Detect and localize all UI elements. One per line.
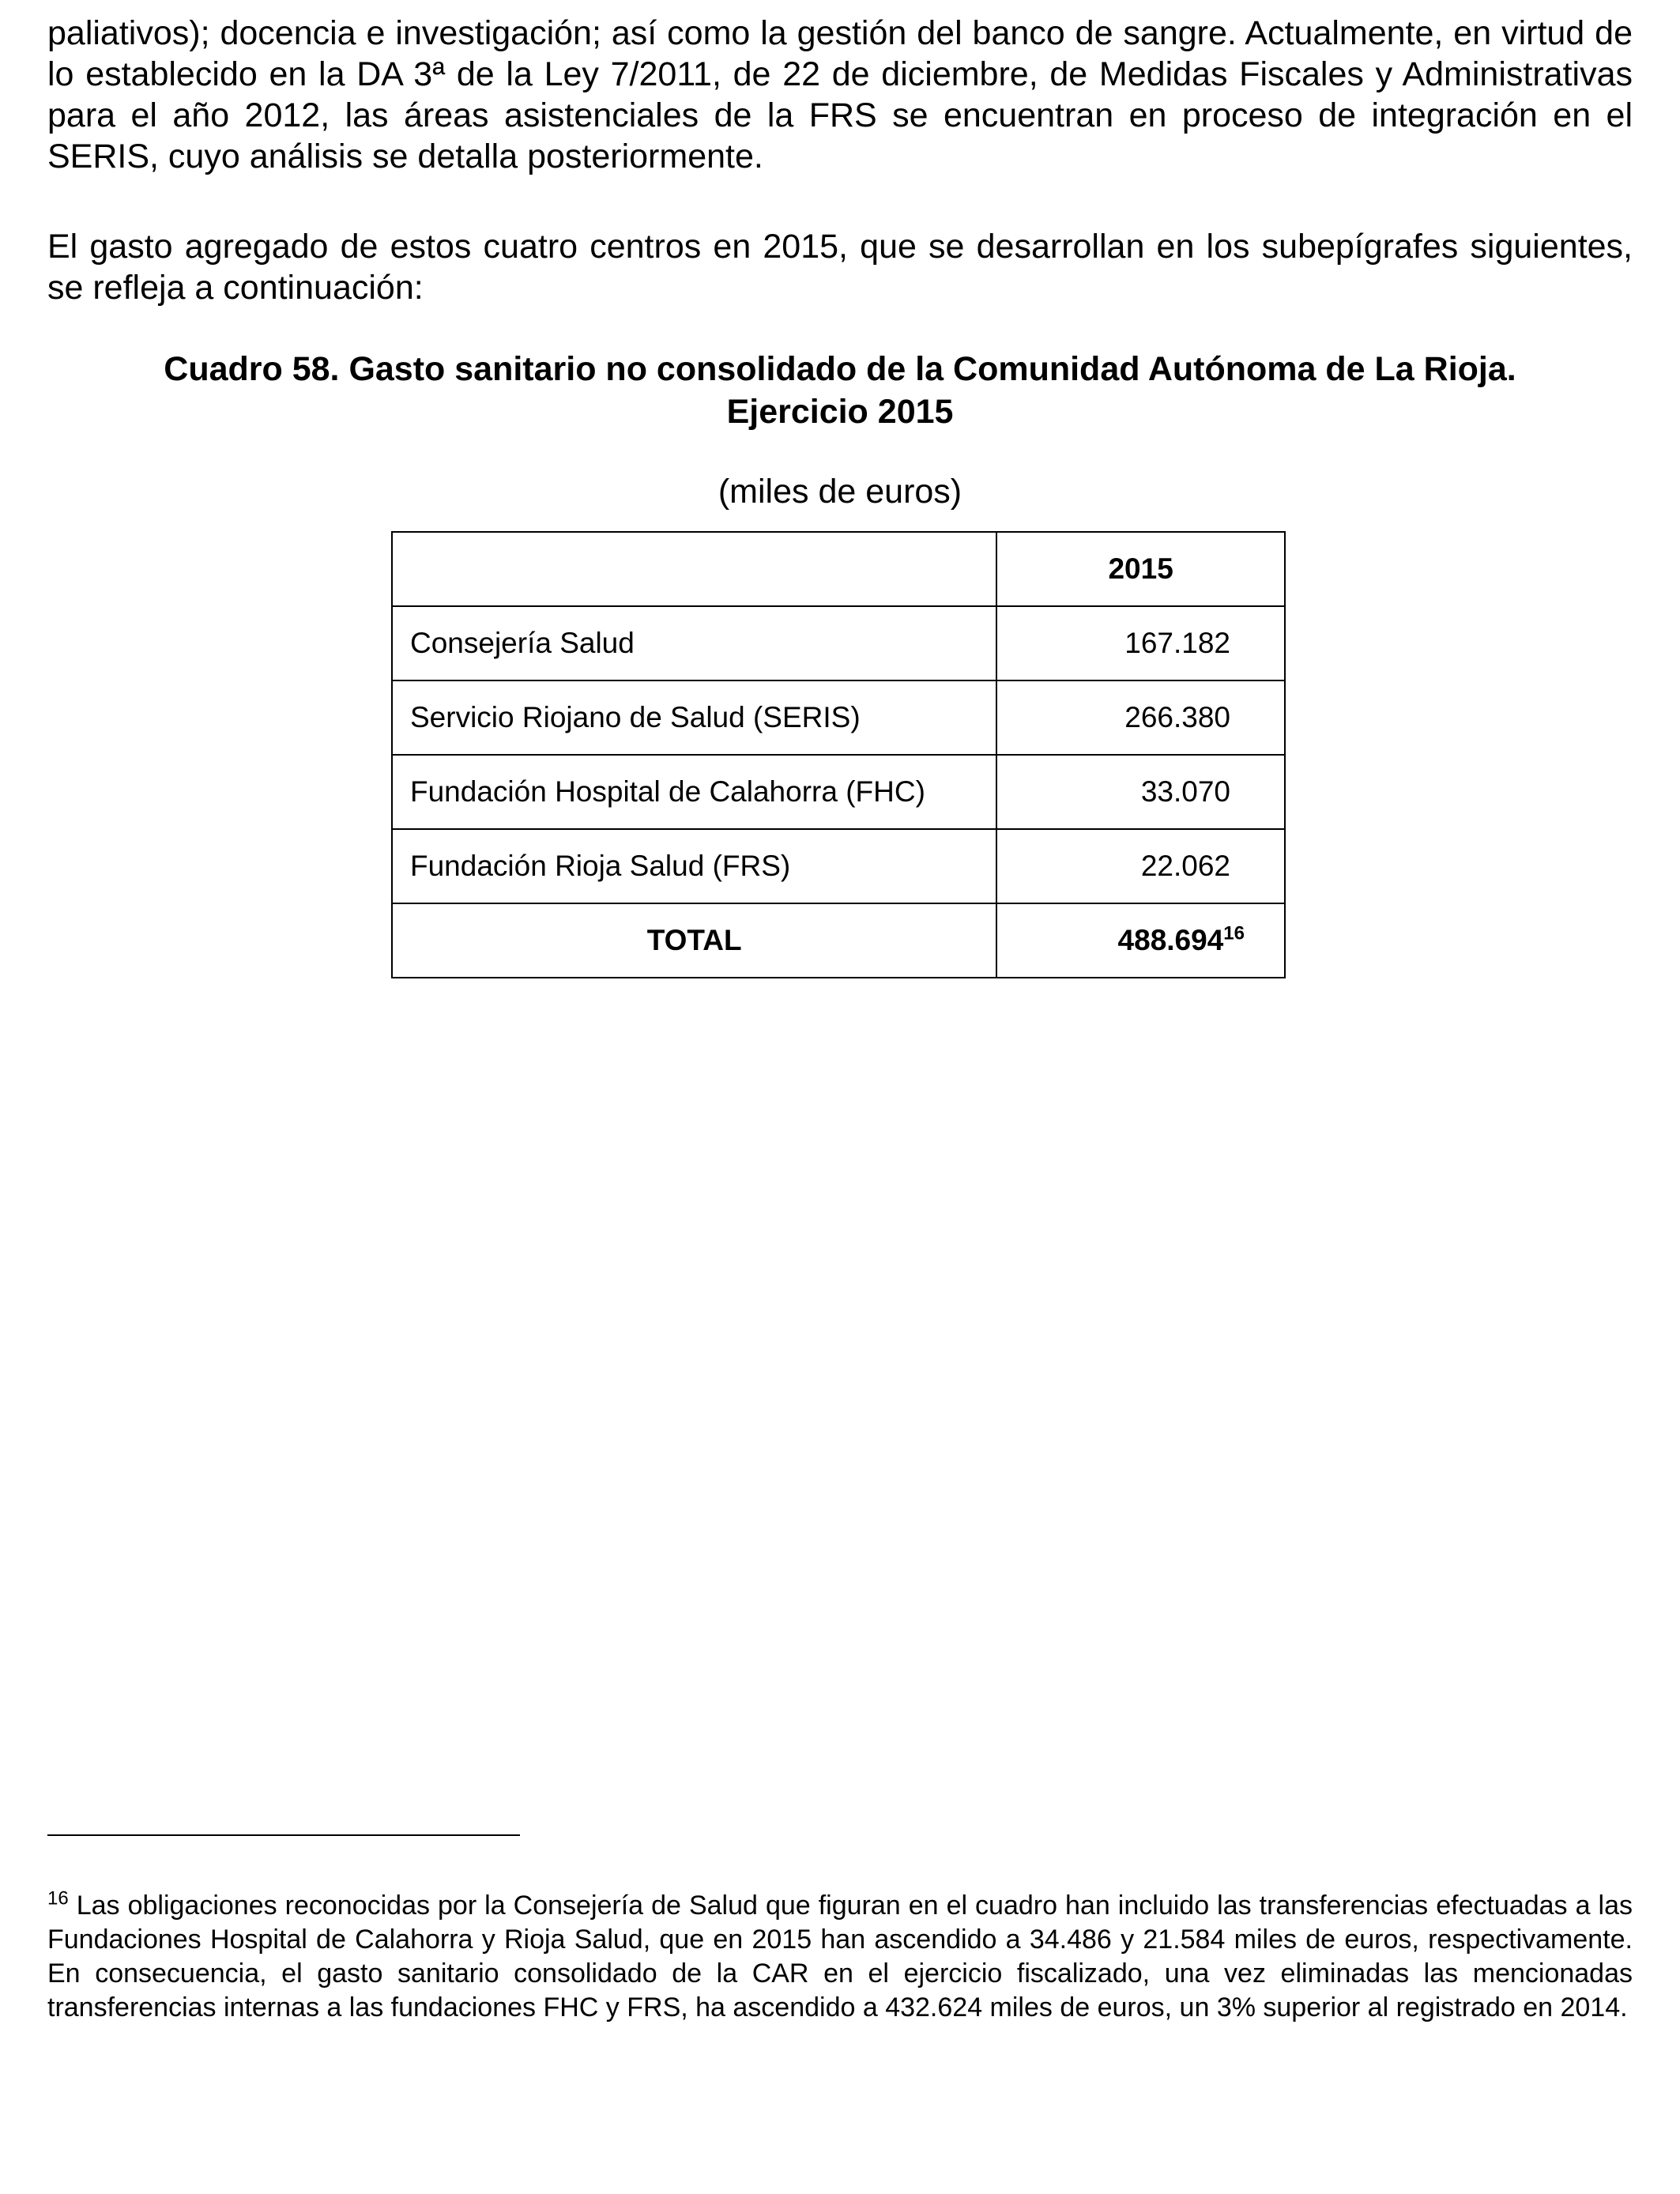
table-row [392, 680, 1285, 755]
row-label: Fundación Rioja Salud (FRS) [392, 829, 996, 903]
row-label: Consejería Salud [392, 606, 996, 680]
table-total-row [392, 903, 1285, 978]
footnote [47, 1889, 1633, 2025]
body-paragraph-2: El gasto agregado de estos cuatro centros en 2015, que se desarrollan en los subepígrafes siguientes, se refleja a continuación: [47, 228, 1633, 307]
table-row [392, 755, 1285, 829]
total-value: 488.694 [1117, 924, 1224, 956]
table-title-line-2: Ejercicio 2015 [726, 393, 954, 431]
total-value-cell [996, 903, 1285, 978]
table-header-row [392, 532, 1285, 606]
footnote-number: 16 [47, 1887, 69, 1909]
body-paragraph-1: paliativos); docencia e investigación; así como la gestión del banco de sangre. Actualmente, en virtud de lo establecido en la DA 3ª de la Ley 7/2011, de 22 de diciembre, de Medidas Fiscales y Administrativas para el año 2012, las áreas asistenciales de la FRS se encuentran en proceso de integración en el SERIS, cuyo análisis se detalla posteriormente. [47, 14, 1633, 175]
row-label: Servicio Riojano de Salud (SERIS) [392, 680, 996, 755]
row-value: 266.380 [996, 680, 1285, 755]
total-label: TOTAL [392, 903, 996, 978]
row-label: Fundación Hospital de Calahorra (FHC) [392, 755, 996, 829]
footnote-separator [47, 1834, 520, 1836]
table-row [392, 829, 1285, 903]
table-title [47, 348, 1633, 433]
expense-table [391, 531, 1286, 978]
row-value: 33.070 [996, 755, 1285, 829]
header-label-cell [392, 532, 996, 606]
total-footnote-ref: 16 [1223, 922, 1245, 944]
row-value: 22.062 [996, 829, 1285, 903]
footnote-text: Las obligaciones reconocidas por la Consejería de Salud que figuran en el cuadro han incluido las transferencias efectuadas a las Fundaciones Hospital de Calahorra y Rioja Salud, que en 2015 han ascendido a 34.486 y 21.584 miles de euros, respectivamente. En consecuencia, el gasto sanitario consolidado de la CAR en el ejercicio fiscalizado, una vez eliminadas las mencionadas transferencias internas a las fundaciones FHC y FRS, ha ascendido a 432.624 miles de euros, un 3% superior al registrado en 2014. [47, 1891, 1633, 2022]
table-row [392, 606, 1285, 680]
header-year-cell: 2015 [996, 532, 1285, 606]
table-title-line-1: Cuadro 58. Gasto sanitario no consolidado de la Comunidad Autónoma de La Rioja. [164, 350, 1516, 388]
table-units: (miles de euros) [718, 473, 962, 511]
row-value: 167.182 [996, 606, 1285, 680]
